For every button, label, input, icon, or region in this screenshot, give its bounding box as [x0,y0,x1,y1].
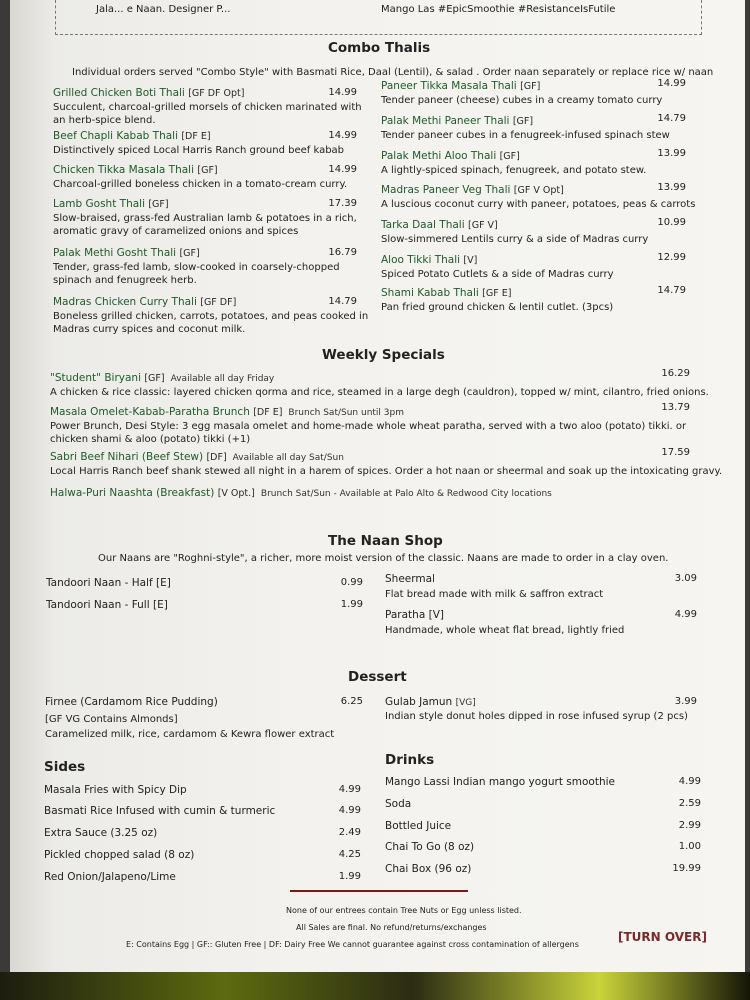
combo-item-desc: Slow-braised, grass-fed Australian lamb & potatoes in a rich, [53,213,357,224]
weekly-item-name [50,406,404,418]
combo-item-name [53,130,211,142]
side-item-price: 4.99 [338,805,361,816]
item-tags: [GF DF] [200,297,237,308]
dessert-firnee-desc: Caramelized milk, rice, cardamom & Kewra flower extract [45,729,335,740]
item-name: Lamb Gosht Thali [53,198,145,210]
combo-item-desc: Distinctively spiced Local Harris Ranch ground beef kabab [53,145,345,156]
item-name: Halwa-Puri Naashta (Breakfast) [50,487,215,499]
item-name: Masala Omelet-Kabab-Paratha Brunch [50,406,250,418]
combo-item-price: 12.99 [657,252,686,263]
combo-item-name [53,164,218,176]
item-name: Shami Kabab Thali [381,287,479,299]
combo-item-name [53,247,200,259]
drink-item-name: Chai Box (96 oz) [385,863,472,875]
drink-item-name: Soda [385,798,412,810]
item-tags: [DF E] [181,131,211,142]
item-name: Madras Paneer Veg Thali [381,184,511,196]
combo-item-desc: Slow-simmered Lentils curry & a side of Madras curry [381,234,649,245]
footer-sales-note: All Sales are final. No refund/returns/exchanges [296,923,487,932]
combo-item-price: 14.79 [328,296,357,307]
item-tags: [GF E] [482,288,512,299]
combo-item-name [381,80,540,92]
side-item-name: Masala Fries with Spicy Dip [44,784,187,796]
item-tags: [GF] [512,116,534,127]
item-name: Beef Chapli Kabab Thali [53,130,178,142]
combo-item-desc: Madras curry spices and coconut milk. [53,324,246,335]
table-surface [0,972,750,1000]
item-tags: [DF] [206,452,227,463]
weekly-item-name [50,372,274,384]
combo-item-desc: spinach and fenugreek herb. [53,275,197,286]
combo-item-price: 16.79 [328,247,357,258]
side-item-price: 4.25 [338,849,361,860]
section-title-dessert: Dessert [348,669,407,685]
item-name: Palak Methi Aloo Thali [381,150,497,162]
divider-rule [290,890,468,892]
item-name: Palak Methi Gosht Thali [53,247,177,259]
section-title-naan: The Naan Shop [328,533,443,549]
naan-item-name [385,573,435,585]
combo-item-name [53,198,169,210]
weekly-item-desc: Power Brunch, Desi Style: 3 egg masala omelet and home-made whole wheat paratha, served with a two aloo (potato) tikki. or [50,421,687,432]
item-name: Chicken Tikka Masala Thali [53,164,195,176]
dessert-gulab-price: 3.99 [674,696,697,707]
footer-allergen-note: None of our entrees contain Tree Nuts or Egg unless listed. [286,906,522,915]
combo-item-desc: Succulent, charcoal-grilled morsels of chicken marinated with [53,102,362,113]
item-tags: [GF] [144,373,165,384]
weekly-item-desc: A chicken & rice classic: layered chicken qorma and rice, steamed in a large degh (cauldron), topped w/ mint, cilantro, fried onions. [50,387,709,398]
naan-item-name [46,599,168,611]
combo-item-name [381,115,533,127]
drink-item-price: 4.99 [678,776,701,787]
weekly-item-price: 17.59 [661,447,690,458]
item-tags: [GF V Opt] [513,185,564,196]
side-item-price: 4.99 [338,784,361,795]
item-name: Tandoori Naan - Half [46,577,153,589]
drink-item-name: Mango Lassi Indian mango yogurt smoothie [385,776,615,788]
weekly-item-price: 13.79 [661,402,690,413]
drink-item-price: 1.00 [678,841,701,852]
section-title-sides: Sides [44,759,86,775]
combo-item-price: 14.99 [328,130,357,141]
drink-item-price: 2.99 [678,820,701,831]
combo-item-price: 13.99 [657,182,686,193]
item-name: "Student" Biryani [50,372,141,384]
section-title-combo: Combo Thalis [328,40,431,56]
dessert-firnee-price: 6.25 [340,696,363,707]
combo-item-desc: Tender paneer cubes in a fenugreek-infused spinach stew [381,130,670,141]
combo-item-desc: Charcoal-grilled boneless chicken in a tomato-cream curry. [53,179,348,190]
item-tags: [V Opt.] [217,488,255,499]
weekly-item-note: Available all day Friday [170,374,275,384]
naan-item-name [46,577,171,589]
side-item-name: Basmati Rice Infused with cumin & turmeric [44,805,276,817]
combo-item-price: 14.79 [657,285,686,296]
combo-item-price: 13.99 [657,148,686,159]
combo-item-desc: Spiced Potato Cutlets & a side of Madras curry [381,269,614,280]
item-name: Paratha [385,609,426,621]
combo-item-desc: Tender paneer (cheese) cubes in a creamy tomato curry [381,95,663,106]
item-tags: [GF] [499,151,520,162]
combo-item-desc: A luscious coconut curry with paneer, potatoes, peas & carrots [381,199,696,210]
combo-item-name [381,254,477,266]
combo-item-desc: A lightly-spiced spinach, fenugreek, and potato stew. [381,165,647,176]
drink-item-name: Chai To Go (8 oz) [385,841,475,853]
combo-item-price: 10.99 [657,217,686,228]
dessert-gulab-name: Gulab Jamun [VG] [385,696,476,708]
drink-item-price: 19.99 [672,863,701,874]
combo-item-name [381,219,498,231]
combo-item-price: 14.79 [657,113,686,124]
weekly-item-desc: Local Harris Ranch beef shank stewed all night in a harem of spices. Order a hot naan or sheermal and soak up the intoxicating gravy. [50,466,723,477]
item-tags: [E] [153,599,168,611]
weekly-item-note: Available all day Sat/Sun [232,453,344,463]
section-title-weekly: Weekly Specials [322,347,445,363]
side-item-price: 1.99 [338,871,361,882]
item-name: Grilled Chicken Boti Thali [53,87,185,99]
item-tags: [GF V] [468,220,498,231]
combo-item-desc: Boneless grilled chicken, carrots, potatoes, and peas cooked in [53,311,369,322]
naan-item-price: 1.99 [340,599,363,610]
naan-item-price: 3.09 [674,573,697,584]
combo-item-name [53,87,244,99]
combo-item-desc: Tender, grass-fed lamb, slow-cooked in coarsely-chopped [53,262,340,273]
combo-item-desc: Pan fried ground chicken & lentil cutlet. (3pcs) [381,302,614,313]
item-name: Tarka Daal Thali [381,219,465,231]
side-item-name: Pickled chopped salad (8 oz) [44,849,195,861]
naan-item-desc: Handmade, whole wheat flat bread, lightly fried [385,625,625,636]
naan-item-desc: Flat bread made with milk & saffron extract [385,589,604,600]
drink-item-name: Bottled Juice [385,820,452,832]
top-right-text: Mango Las #EpicSmoothie #ResistanceIsFutile [381,4,616,15]
drink-item-price: 2.59 [678,798,701,809]
combo-item-name [381,287,511,299]
dessert-firnee-tags: [GF VG Contains Almonds] [45,714,178,725]
item-name: Palak Methi Paneer Thali [381,115,510,127]
item-tags: [GF] [197,165,218,176]
item-name: Madras Chicken Curry Thali [53,296,197,308]
side-item-name: Extra Sauce (3.25 oz) [44,827,158,839]
weekly-item-price: 16.29 [661,368,690,379]
combo-item-name [381,150,520,162]
item-name: Aloo Tikki Thali [381,254,461,266]
item-tags: [DF E] [253,407,283,418]
combo-item-name [53,296,236,308]
item-tags: [V] [463,255,478,266]
item-tags: [GF DF Opt] [188,88,245,99]
footer-legend: E: Contains Egg | GF:: Gluten Free | DF: Dairy Free We cannot guarantee against cross contamination of allergens [126,940,579,949]
weekly-item-name [50,451,344,463]
side-item-name: Red Onion/Jalapeno/Lime [44,871,176,883]
weekly-item-desc: chicken shami & aloo (potato) tikki (+1) [50,434,251,445]
top-banner [55,0,702,35]
item-name: Sheermal [385,573,435,585]
combo-item-name [381,184,564,196]
weekly-item-note: Brunch Sat/Sun until 3pm [288,408,404,418]
combo-intro: Individual orders served "Combo Style" with Basmati Rice, Daal (Lentil), & salad . Order naan separately or replace rice w/ naan [72,67,714,78]
item-tags: [GF] [520,81,541,92]
dessert-firnee-name: Firnee (Cardamom Rice Pudding) [45,696,218,708]
combo-item-desc: an herb-spice blend. [53,115,156,126]
naan-item-price: 4.99 [674,609,697,620]
turn-over-label: [TURN OVER] [618,930,707,944]
combo-item-price: 14.99 [657,78,686,89]
weekly-item-name [50,487,552,499]
item-tags: [V] [428,609,444,621]
naan-item-name [385,609,444,621]
top-left-text: Jala... e Naan. Designer P... [96,4,231,15]
combo-item-price: 14.99 [328,87,357,98]
section-title-drinks: Drinks [385,752,435,768]
item-name: Tandoori Naan - Full [46,599,150,611]
combo-item-price: 17.39 [328,198,357,209]
naan-item-price: 0.99 [340,577,363,588]
dessert-gulab-desc: Indian style donut holes dipped in rose infused syrup (2 pcs) [385,711,688,722]
naan-intro: Our Naans are "Roghni-style", a richer, more moist version of the classic. Naans are made to order in a clay oven. [98,553,669,564]
weekly-item-note: Brunch Sat/Sun - Available at Palo Alto & Redwood City locations [260,489,552,499]
item-name: Paneer Tikka Masala Thali [381,80,517,92]
item-tags: [E] [155,577,171,589]
item-tags: [GF] [148,199,169,210]
combo-item-desc: aromatic gravy of caramelized onions and spices [53,226,299,237]
item-name: Sabri Beef Nihari (Beef Stew) [50,451,204,463]
item-tags: [GF] [179,248,200,259]
side-item-price: 2.49 [338,827,361,838]
combo-item-price: 14.99 [328,164,357,175]
